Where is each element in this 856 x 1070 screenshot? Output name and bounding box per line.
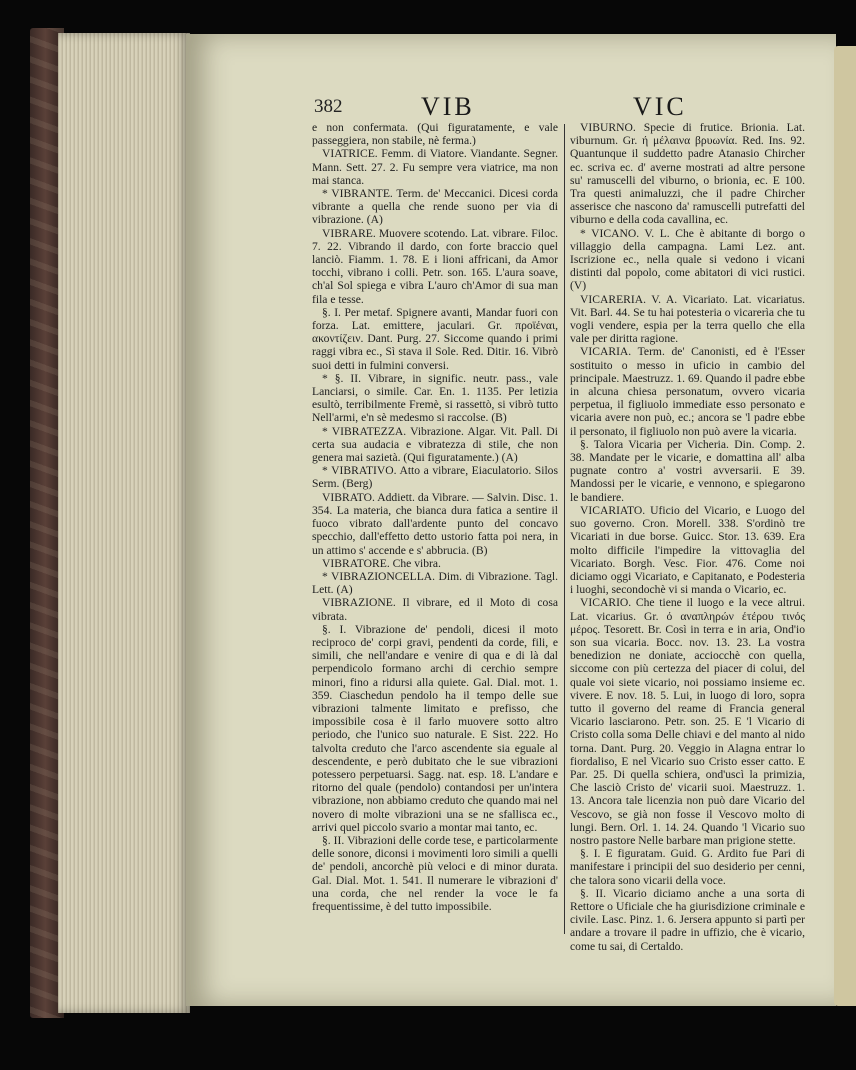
dictionary-entry: VIBRAZIONE. Il vibrare, ed il Moto di cosa vibrata.	[312, 596, 558, 623]
dictionary-entry: §. I. Vibrazione de' pendoli, dicesi il moto reciproco de' corpi gravi, pendenti da corde, fili, e simili, che nell'andare e venire di qua e di là dal perpendicolo formano archi di cerchio sempre minori, fino a ridursi alla quiete. Gal. Dial. mot. 1. 359. Ciaschedun pendolo ha il tempo delle sue vibrazioni talmente limitato e prefisso, che impossibile cosa è il farlo muovere sotto altro periodo, che l'unico suo naturale. E Sist. 222. Ho talvolta creduto che l'arco ascendente sia eguale al descendente, e però dubitato che le sue vibrazioni potessero perpetuarsi. Sagg. nat. esp. 18. L'andare e ritorno del quale (pendolo) contandosi per un'intera vibrazione, non abbiamo creduto che quando mai nel novero di molte vibrazioni una se ne sfallisca ec., arrivi quel piccolo svario a montar mai tanto, ec.	[312, 622, 558, 834]
dictionary-entry: e non confermata. (Qui figuratamente, e vale passeggiera, non stabile, nè ferma.)	[312, 121, 558, 148]
dictionary-entry: §. I. E figuratam. Guid. G. Ardito fue Pari di manifestare i principii del suo desiderio per cenni, che talora sono vicarii della voce.	[570, 847, 805, 887]
page-number: 382	[314, 96, 343, 117]
dictionary-entry: VICARERIA. V. A. Vicariato. Lat. vicariatus. Vit. Barl. 44. Se tu hai potesteria o vicarerìa che tu vogli vendere, espia per la terra quello che ella vale per diritta ragione.	[570, 292, 805, 346]
left-column	[312, 121, 558, 913]
dictionary-entry: VICARIA. Term. de' Canonisti, ed è l'Esser sostituito o messo in uficio in cambio del principale. Maestruzz. 1. 69. Quando il padre ebbe in alcuna chiesa personatum, ovvero vicaria perpetua, il figliuolo immediate esso personato e vicaria avere non può, ec.; ancora se 'l padre ebbe il personato, il figliuolo non può avere la vicaria.	[570, 345, 805, 438]
column-divider	[564, 124, 565, 934]
dictionary-entry: §. II. Vibrazioni delle corde tese, e particolarmente delle sonore, diconsi i movimenti loro simili a quelli de' pendoli, ancorchè più veloci e di minor durata. Gal. Dial. Mot. 1. 541. Il numerare le vibrazioni d' una corda, che nel render la voce le fa frequentissime, è del tutto impossibile.	[312, 833, 558, 913]
dictionary-entry: * VIBRATEZZA. Vibrazione. Algar. Vit. Pall. Di certa sua audacia e vibratezza di stile, che non genera mai sazietà. (Qui figuratamente.) (A)	[312, 424, 558, 465]
running-head-left: VIB	[421, 92, 475, 121]
dictionary-entry: VIBRATO. Addiett. da Vibrare. — Salvin. Disc. 1. 354. La materia, che bianca dura fatica a sentire il fuoco vibrato dall'ardente punto del concavo specchio, dall'effetto detto ustorio fatta poi nera, in un attimo s' accende e s' abbrucia. (B)	[312, 490, 558, 557]
dictionary-entry: * VIBRANTE. Term. de' Meccanici. Dicesi corda vibrante a quella che rende suono per via di vibrazione. (A)	[312, 187, 558, 227]
dictionary-entry: * VIBRAZIONCELLA. Dim. di Vibrazione. Tagl. Lett. (A)	[312, 569, 558, 597]
dictionary-entry: VIBURNO. Specie di frutice. Brionia. Lat. viburnum. Gr. ή μέλαινα βρυωνία. Red. Ins. 92. Quantunque il suddetto padre Atanasio Chircher ec. scriva ec. d' averne mostrati ad altre persone su' ramuscelli del viburno, o brionia, ec. E 100. Tra questi animaluzzi, che il padre Chircher asserisce che nascono da' ramuscelli putrefatti del viburno e della coda cavallina, ec.	[570, 121, 805, 227]
dictionary-entry: VICARIATO. Uficio del Vicario, e Luogo del suo governo. Cron. Morell. 338. S'ordinò tre Vicariati in due borse. Guicc. Stor. 13. 639. Era molto difficile l'impedire la vittovaglia del Vicariato. Borgh. Vesc. Fior. 476. Come noi diciamo oggi Vicariato, e Capitanato, e Podesteria i luoghi, secondochè vi si manda o Vicario, ec.	[570, 503, 805, 597]
dictionary-entry: §. II. Vicario diciamo anche a una sorta di Rettore o Uficiale che ha giurisdizione criminale e civile. Lasc. Pinz. 1. 6. Jersera appunto si partì per andare a trovare il padre in uffizio, che è vicario, come tu sai, di Certaldo.	[570, 886, 805, 953]
dictionary-entry: VICARIO. Che tiene il luogo e la vece altrui. Lat. vicarius. Gr. ό αναπληρών έτέρου τινός μέρος. Tesorett. Br. Così in terra e in aria, Ond'io son sua vicaria. Bocc. nov. 13. 23. La vostra benedizion ne doniate, acciocchè con quella, siccome con più certezza del piacer di colui, del quale voi siete vicario, noi possiamo insieme ec. vivere. E nov. 18. 5. Lui, in luogo di loro, sopra tutto il governo del reame di Francia general Vicario lasciarono. Petr. son. 25. E 'l Vicario di Cristo colla soma Delle chiavi e del manto al nido torna. Dant. Purg. 20. Veggio in Alagna entrar lo fiordaliso, E nel Vicario suo Cristo esser catto. E Par. 25. Di quella schiera, ond'uscì la primizia, Che lasciò Cristo de' vicarii suoi. Maestruzz. 1. 13. Ancora tale licenzia non può dare Vicario del Vescovo, se già non fosse il Vescovo molto di lungi. Bern. Orl. 1. 14. 24. Quando 'l Vicario suo nostro pastore Nelle barbare man prigione stette.	[570, 596, 805, 847]
dictionary-entry: * VICANO. V. L. Che è abitante di borgo o villaggio della campagna. Lami Lez. ant. Iscrizione ec., nella quale si vedono i vicani distinti dal popolo, come abitatori di vici rustici. (V)	[570, 226, 805, 293]
dictionary-entry: * §. II. Vibrare, in signific. neutr. pass., vale Lanciarsi, o simile. Car. En. 1. 1135. Per letizia esultò, terribilmente Fremè, si rassettò, si vibrò tutto Nell'armi, e'n sè medesmo si raccolse. (B)	[312, 371, 558, 425]
next-page-edge	[834, 46, 856, 1006]
dictionary-entry: §. I. Per metaf. Spignere avanti, Mandar fuori con forza. Lat. emittere, jaculari. Gr. προϊέναι, ακοντίζειν. Dant. Purg. 27. Siccome quando i primi raggi vibra ec., Sì stava il Sole. Red. Ditir. 16. Vibrò suoi detti in fulmini conversi.	[312, 305, 558, 372]
dictionary-entry: VIBRATORE. Che vibra.	[322, 556, 441, 570]
running-head-right: VIC	[633, 92, 687, 121]
dictionary-entry: VIBRARE. Muovere scotendo. Lat. vibrare. Filoc. 7. 22. Vibrando il dardo, con forte braccio quel lanciò. Fiamm. 1. 78. E i lioni affricani, da Amor tocchi, vibrano i colli. Petr. son. 165. L'aura soave, ch'al Sol spiega e vibra L'auro ch'Amor di sua man fila e tesse.	[312, 226, 558, 306]
page-edges	[58, 33, 190, 1013]
running-header	[308, 92, 726, 122]
dictionary-entry: * VIBRATIVO. Atto a vibrare, Eiaculatorio. Silos Serm. (Berg)	[312, 464, 558, 491]
dictionary-entry: §. Talora Vicaria per Vicheria. Din. Comp. 2. 38. Mandate per le vicarie, e domattina all' alba pugnate contro a' vostri avversarii. E 39. Mandossi per le vicarie, e vennono, e spiegarono le bandiere.	[570, 437, 805, 504]
dictionary-entry: VIATRICE. Femm. di Viatore. Viandante. Segner. Mann. Sett. 27. 2. Fu sempre verа viatrice, ma non mai stanca.	[312, 147, 558, 187]
right-column	[570, 121, 805, 953]
